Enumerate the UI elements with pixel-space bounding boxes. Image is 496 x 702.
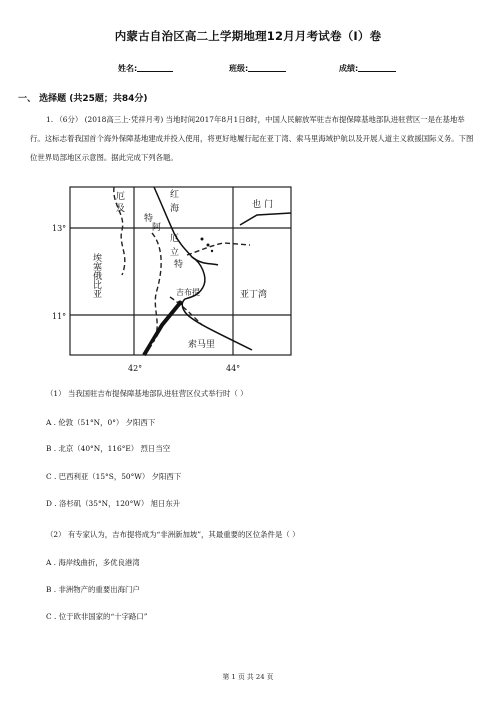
option-1a[interactable]: A . 伦敦（51°N，0°） 夕阳西下: [46, 418, 156, 427]
label-ethiopia: 埃塞俄比亚: [91, 253, 101, 298]
label-eritrea3: 特: [174, 260, 184, 270]
map-frame: [70, 187, 291, 355]
score-label: 成绩:: [339, 64, 359, 73]
name-field: [118, 62, 173, 74]
label-djibouti: 吉布提: [176, 288, 200, 297]
railway-line: [144, 303, 180, 355]
class-label: 班级:: [229, 64, 249, 73]
label-eritrea: 厄: [170, 234, 180, 244]
option-1d[interactable]: D . 洛杉矶（35°N，120°W） 旭日东升: [46, 499, 181, 508]
label-lat11: 11°: [52, 312, 67, 321]
section-heading: 一、 选择题 (共25题；共84分): [18, 94, 148, 104]
label-lat13: 13°: [52, 224, 67, 233]
label-yemen-b: 门: [264, 200, 274, 210]
label-yemen-a: 也: [252, 200, 262, 210]
label-eritrea2: 立: [170, 248, 180, 258]
djibouti-city-dot: [178, 301, 183, 306]
class-field: [229, 62, 286, 74]
score-blank[interactable]: [358, 62, 396, 72]
option-1b[interactable]: B . 北京（40°N，116°E） 烈日当空: [46, 444, 171, 453]
label-somalia: 索马里: [188, 340, 216, 350]
option-2a[interactable]: A . 海岸线曲折，多优良港湾: [46, 558, 140, 567]
label-sudan-top: 及: [116, 204, 126, 214]
label-lon42: 42°: [128, 364, 143, 373]
sub-question-2: （2） 有专家认为，吉布提将成为“非洲新加坡”，其最重要的区位条件是（ ）: [46, 530, 300, 539]
label-aden: 亚丁湾: [240, 290, 268, 300]
label-arabia-b: 阿: [152, 223, 162, 233]
label-red: 红: [170, 190, 180, 200]
score-field: [339, 62, 396, 74]
option-2c[interactable]: C . 位于欧非国家的“十字路口”: [46, 612, 148, 621]
label-lon44: 44°: [226, 364, 241, 373]
exam-title: 内蒙古自治区高二上学期地理12月月考试卷（I）卷: [114, 29, 382, 43]
question-1-stem: 1. （6分） (2018高三上·凭祥月考) 当地时间2017年8月1日8时，中国人民解放军驻吉布提保障基地部队进驻营区一是在基地举行。这标志着我国首个海外保障基地建成并投入使用，将更好地履行起在亚丁湾、索马里海域护航以及开展人道主义救援国际义务。下图位世界局部地区示意图。据此完成下列各题。: [30, 115, 474, 162]
page-footer: 第 1 页 共 24 页: [222, 673, 274, 681]
sub-question-1: （1） 当我国驻吉布提保障基地部队进驻营区仪式举行时（ ）: [46, 389, 248, 398]
option-2b[interactable]: B . 非洲物产的重要出海门户: [46, 585, 140, 594]
option-1c[interactable]: C . 巴西利亚（15°S，50°W） 夕阳西下: [46, 472, 182, 481]
map-figure: [52, 185, 297, 377]
label-egypt: 厄: [116, 192, 126, 202]
label-sea: 海: [170, 204, 180, 214]
label-arabia-a: 特: [144, 214, 154, 224]
class-blank[interactable]: [248, 62, 286, 72]
name-label: 姓名:: [118, 64, 138, 73]
name-blank[interactable]: [137, 62, 173, 72]
